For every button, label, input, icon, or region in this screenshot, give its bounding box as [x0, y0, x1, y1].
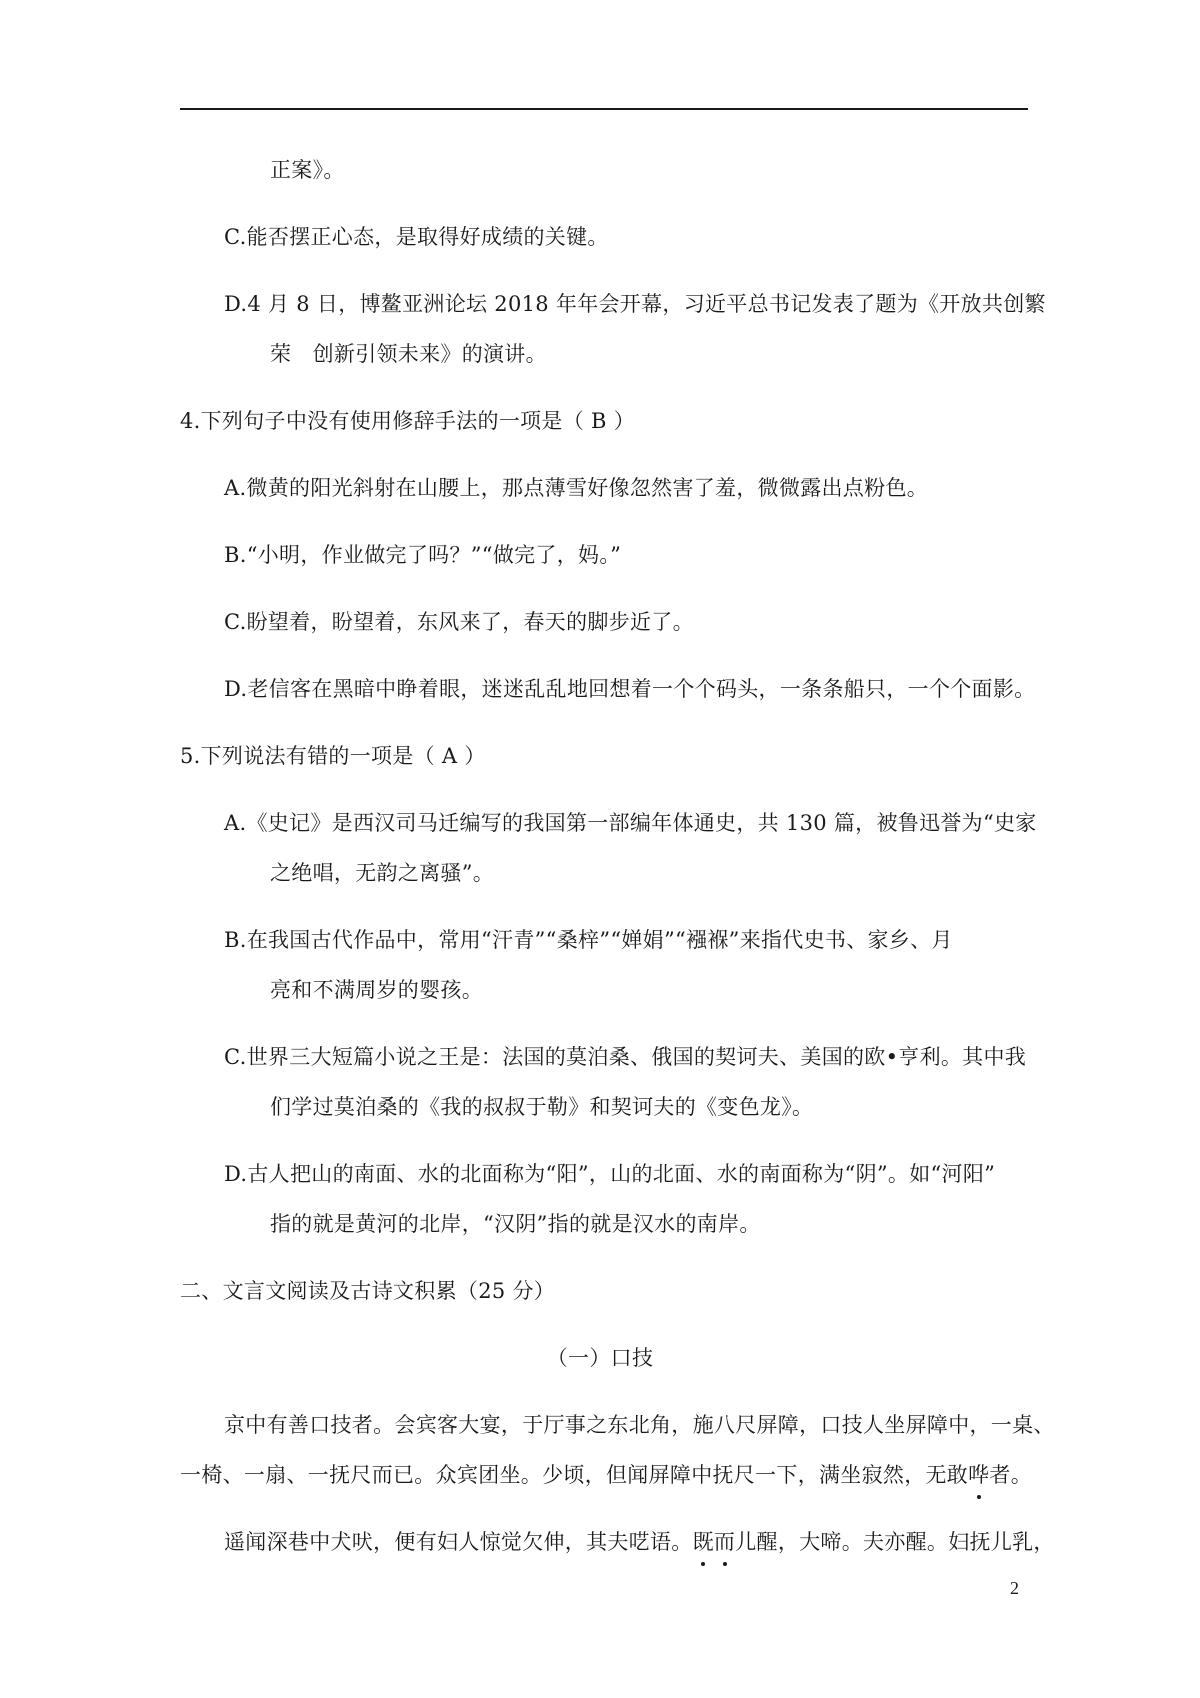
page-number: 2	[1010, 1578, 1019, 1598]
option-b-q5-line2: 亮和不满周岁的婴孩。	[270, 978, 483, 1002]
option-c-q3: C.能否摆正心态，是取得好成绩的关键。	[224, 225, 609, 249]
option-c-q5-line2: 们学过莫泊桑的《我的叔叔于勒》和契诃夫的《变色龙》。	[270, 1095, 814, 1119]
option-c-q5-line1: C.世界三大短篇小说之王是：法国的莫泊桑、俄国的契诃夫、美国的欧•亨利。其中我	[224, 1045, 1027, 1069]
option-d-q3-line2: 荣 创新引领未来》的演讲。	[270, 342, 547, 366]
dotted-char: 哗	[968, 1460, 989, 1490]
question-5: 5.下列说法有错的一项是（ A ）	[180, 744, 486, 768]
option-d-q5-line1: D.古人把山的南面、水的北面称为“阳”，山的北面、水的南面称为“阴”。如“河阳”	[224, 1162, 996, 1186]
question-4: 4.下列句子中没有使用修辞手法的一项是（ B ）	[180, 409, 636, 433]
option-a-q5-line2: 之绝唱，无韵之离骚”。	[270, 861, 495, 885]
dotted-char: 而	[714, 1527, 735, 1557]
option-b-q4: B.“小明，作业做完了吗？”“做完了，妈。”	[224, 543, 622, 567]
passage-text: 者。	[989, 1463, 1033, 1487]
passage-line-1: 京中有善口技者。会宾客大宴，于厅事之东北角，施八尺屏障，口技人坐屏障中，一桌、	[224, 1413, 1055, 1437]
option-d-q4: D.老信客在黑暗中睁着眼，迷迷乱乱地回想着一个个码头，一条条船只，一个个面影。	[224, 677, 1036, 701]
option-a-q5-line1: A.《史记》是西汉司马迁编写的我国第一部编年体通史，共 130 篇，被鲁迅誉为“史家	[224, 811, 1037, 835]
passage-text: 遥闻深巷中犬吠，便有妇人惊觉欠伸，其夫呓语。	[224, 1530, 693, 1554]
passage-title: （一）口技	[546, 1346, 654, 1370]
option-c-q4: C.盼望着，盼望着，东风来了，春天的脚步近了。	[224, 610, 694, 634]
passage-text: 一椅、一扇、一抚尺而已。众宾团坐。少顷，但闻屏障中抚尺一下，满坐寂然，无敢	[180, 1463, 969, 1487]
option-b-q5-line1: B.在我国古代作品中，常用“汗青”“桑梓”“婵娟”“襁褓”来指代史书、家乡、月	[224, 928, 953, 952]
passage-line-3	[224, 1527, 1055, 1557]
header-rule	[180, 108, 1028, 110]
passage-text: 儿醒，大啼。夫亦醒。妇抚儿乳，	[735, 1530, 1055, 1554]
option-d-q3-line1: D.4 月 8 日，博鳌亚洲论坛 2018 年年会开幕，习近平总书记发表了题为《开放共创繁	[224, 292, 1046, 316]
section-heading: 二、文言文阅读及古诗文积累（25 分）	[180, 1279, 556, 1303]
option-a-q4: A.微黄的阳光斜射在山腰上，那点薄雪好像忽然害了羞，微微露出点粉色。	[224, 476, 929, 500]
dotted-char: 既	[693, 1527, 714, 1557]
text-line: 正案》。	[270, 158, 345, 182]
passage-line-2	[180, 1460, 1032, 1490]
option-d-q5-line2: 指的就是黄河的北岸，“汉阴”指的就是汉水的南岸。	[270, 1212, 761, 1236]
